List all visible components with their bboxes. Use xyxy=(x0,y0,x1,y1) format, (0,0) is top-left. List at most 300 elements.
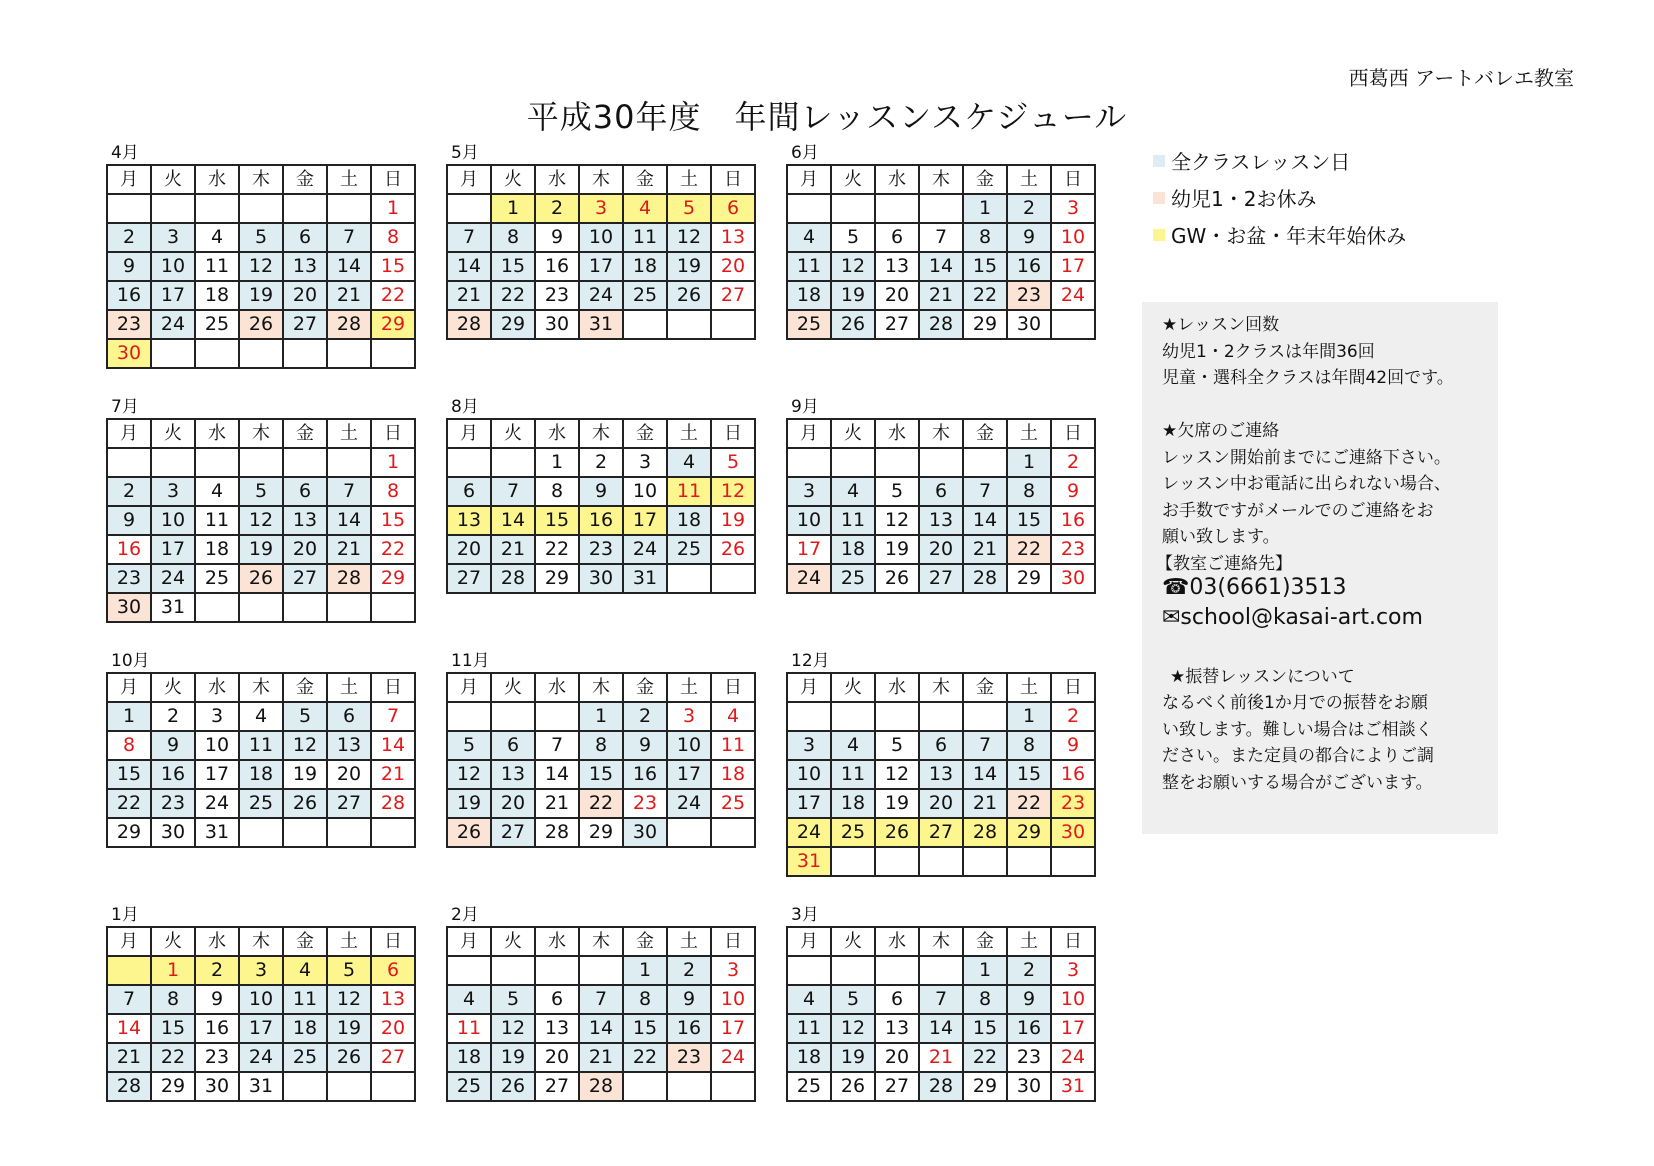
weekday-header-row xyxy=(447,419,755,448)
legend-swatch xyxy=(1153,229,1165,241)
day-cell: 26 xyxy=(327,1043,371,1072)
day-cell: 10 xyxy=(787,760,831,789)
week-row xyxy=(447,731,755,760)
week-row xyxy=(787,223,1095,252)
week-row xyxy=(447,535,755,564)
week-row xyxy=(447,702,755,731)
day-cell: 29 xyxy=(107,818,151,847)
month-calendar xyxy=(786,904,1098,1102)
day-cell: 14 xyxy=(447,252,491,281)
day-cell: 6 xyxy=(919,731,963,760)
week-row xyxy=(107,760,415,789)
day-cell: 12 xyxy=(711,477,755,506)
day-cell: 23 xyxy=(107,564,151,593)
day-cell: 15 xyxy=(963,1014,1007,1043)
day-cell: 11 xyxy=(283,985,327,1014)
day-cell: 11 xyxy=(447,1014,491,1043)
day-cell: 14 xyxy=(535,760,579,789)
day-cell: 9 xyxy=(1051,731,1095,760)
weekday-header: 土 xyxy=(667,673,711,702)
month-label: 6月 xyxy=(791,143,819,163)
month-table xyxy=(446,672,756,848)
day-cell: 30 xyxy=(1007,310,1051,339)
month-table xyxy=(106,418,416,623)
empty-day-cell xyxy=(831,448,875,477)
day-cell: 17 xyxy=(151,281,195,310)
weekday-header: 木 xyxy=(239,927,283,956)
day-cell: 25 xyxy=(447,1072,491,1101)
legend-item xyxy=(1153,179,1406,216)
week-row xyxy=(787,535,1095,564)
empty-day-cell xyxy=(107,448,151,477)
month-calendar xyxy=(786,142,1098,340)
empty-day-cell xyxy=(283,339,327,368)
day-cell: 31 xyxy=(195,818,239,847)
day-cell: 15 xyxy=(491,252,535,281)
day-cell: 7 xyxy=(919,985,963,1014)
empty-day-cell xyxy=(327,593,371,622)
day-cell: 17 xyxy=(1051,252,1095,281)
weekday-header: 金 xyxy=(283,165,327,194)
day-cell: 18 xyxy=(831,535,875,564)
day-cell: 2 xyxy=(1007,194,1051,223)
weekday-header: 火 xyxy=(831,165,875,194)
day-cell: 11 xyxy=(787,252,831,281)
weekday-header: 火 xyxy=(151,673,195,702)
day-cell: 10 xyxy=(787,506,831,535)
day-cell: 26 xyxy=(239,310,283,339)
day-cell: 4 xyxy=(787,223,831,252)
weekday-header: 金 xyxy=(963,927,1007,956)
weekday-header: 木 xyxy=(919,927,963,956)
day-cell: 26 xyxy=(667,281,711,310)
day-cell: 6 xyxy=(711,194,755,223)
weekday-header: 土 xyxy=(327,419,371,448)
weekday-header: 木 xyxy=(239,419,283,448)
day-cell: 17 xyxy=(711,1014,755,1043)
empty-day-cell xyxy=(151,194,195,223)
month-label: 12月 xyxy=(791,651,830,671)
day-cell: 1 xyxy=(1007,702,1051,731)
day-cell: 7 xyxy=(327,477,371,506)
day-cell: 31 xyxy=(579,310,623,339)
day-cell: 3 xyxy=(1051,956,1095,985)
info-line: レッスン開始前までにご連絡下さい。 xyxy=(1162,447,1451,468)
empty-day-cell xyxy=(195,339,239,368)
empty-day-cell xyxy=(283,448,327,477)
day-cell: 1 xyxy=(491,194,535,223)
day-cell: 12 xyxy=(239,506,283,535)
empty-day-cell xyxy=(711,310,755,339)
day-cell: 1 xyxy=(371,448,415,477)
day-cell: 9 xyxy=(1007,985,1051,1014)
day-cell: 2 xyxy=(107,223,151,252)
weekday-header: 日 xyxy=(1051,927,1095,956)
weekday-header: 月 xyxy=(447,673,491,702)
week-row xyxy=(787,956,1095,985)
week-row xyxy=(107,702,415,731)
day-cell: 4 xyxy=(831,477,875,506)
empty-day-cell xyxy=(327,448,371,477)
weekday-header: 土 xyxy=(327,927,371,956)
day-cell: 15 xyxy=(623,1014,667,1043)
empty-day-cell xyxy=(787,956,831,985)
day-cell: 8 xyxy=(1007,477,1051,506)
day-cell: 12 xyxy=(491,1014,535,1043)
day-cell: 10 xyxy=(667,731,711,760)
month-table xyxy=(786,926,1096,1102)
day-cell: 1 xyxy=(107,702,151,731)
day-cell: 28 xyxy=(491,564,535,593)
day-cell: 28 xyxy=(327,564,371,593)
day-cell: 20 xyxy=(919,789,963,818)
day-cell: 8 xyxy=(963,223,1007,252)
info-line: ☎03(6661)3513 xyxy=(1162,575,1347,600)
day-cell: 5 xyxy=(491,985,535,1014)
day-cell: 20 xyxy=(711,252,755,281)
weekday-header-row xyxy=(787,673,1095,702)
day-cell: 12 xyxy=(239,252,283,281)
day-cell: 24 xyxy=(1051,281,1095,310)
day-cell: 2 xyxy=(535,194,579,223)
day-cell: 5 xyxy=(283,702,327,731)
day-cell: 3 xyxy=(239,956,283,985)
day-cell: 16 xyxy=(1051,506,1095,535)
day-cell: 6 xyxy=(447,477,491,506)
day-cell: 17 xyxy=(1051,1014,1095,1043)
info-line: 児童・選科全クラスは年間42回です。 xyxy=(1162,368,1454,388)
day-cell: 2 xyxy=(195,956,239,985)
day-cell: 25 xyxy=(711,789,755,818)
day-cell: 19 xyxy=(831,1043,875,1072)
week-row xyxy=(787,477,1095,506)
week-row xyxy=(787,1043,1095,1072)
month-table xyxy=(786,164,1096,340)
legend xyxy=(1153,142,1406,253)
day-cell: 21 xyxy=(919,281,963,310)
weekday-header: 水 xyxy=(535,927,579,956)
day-cell: 23 xyxy=(151,789,195,818)
day-cell: 8 xyxy=(371,223,415,252)
day-cell: 16 xyxy=(151,760,195,789)
weekday-header: 月 xyxy=(447,165,491,194)
empty-day-cell xyxy=(875,847,919,876)
day-cell: 19 xyxy=(327,1014,371,1043)
week-row xyxy=(447,506,755,535)
day-cell: 20 xyxy=(447,535,491,564)
empty-day-cell xyxy=(787,702,831,731)
day-cell: 10 xyxy=(623,477,667,506)
day-cell: 26 xyxy=(875,818,919,847)
day-cell: 31 xyxy=(623,564,667,593)
info-line: お手数ですがメールでのご連絡をお xyxy=(1162,500,1434,521)
day-cell: 24 xyxy=(151,564,195,593)
day-cell: 7 xyxy=(535,731,579,760)
day-cell: 15 xyxy=(371,252,415,281)
day-cell: 17 xyxy=(623,506,667,535)
weekday-header: 日 xyxy=(371,673,415,702)
day-cell: 26 xyxy=(831,310,875,339)
week-row xyxy=(787,1014,1095,1043)
weekday-header: 金 xyxy=(623,419,667,448)
weekday-header: 火 xyxy=(831,927,875,956)
day-cell: 6 xyxy=(283,477,327,506)
empty-day-cell xyxy=(1051,310,1095,339)
day-cell: 8 xyxy=(1007,731,1051,760)
day-cell: 18 xyxy=(787,281,831,310)
day-cell: 7 xyxy=(963,731,1007,760)
day-cell: 11 xyxy=(195,252,239,281)
day-cell: 3 xyxy=(711,956,755,985)
week-row xyxy=(787,847,1095,876)
weekday-header: 火 xyxy=(491,165,535,194)
month-table xyxy=(786,672,1096,877)
empty-day-cell xyxy=(239,593,283,622)
day-cell: 10 xyxy=(151,506,195,535)
day-cell: 14 xyxy=(107,1014,151,1043)
day-cell: 10 xyxy=(239,985,283,1014)
day-cell: 19 xyxy=(667,252,711,281)
weekday-header: 土 xyxy=(1007,419,1051,448)
empty-day-cell xyxy=(623,1072,667,1101)
empty-day-cell xyxy=(535,956,579,985)
weekday-header: 金 xyxy=(283,419,327,448)
day-cell: 5 xyxy=(667,194,711,223)
day-cell: 19 xyxy=(447,789,491,818)
day-cell: 31 xyxy=(151,593,195,622)
week-row xyxy=(107,535,415,564)
day-cell: 29 xyxy=(151,1072,195,1101)
empty-day-cell xyxy=(875,702,919,731)
day-cell: 1 xyxy=(963,194,1007,223)
day-cell: 21 xyxy=(963,789,1007,818)
weekday-header: 月 xyxy=(107,673,151,702)
empty-day-cell xyxy=(447,702,491,731)
day-cell: 23 xyxy=(579,535,623,564)
day-cell: 31 xyxy=(239,1072,283,1101)
day-cell: 24 xyxy=(623,535,667,564)
day-cell: 9 xyxy=(107,506,151,535)
day-cell: 21 xyxy=(447,281,491,310)
day-cell: 7 xyxy=(371,702,415,731)
day-cell: 8 xyxy=(623,985,667,1014)
day-cell: 18 xyxy=(195,535,239,564)
day-cell: 16 xyxy=(579,506,623,535)
day-cell: 7 xyxy=(963,477,1007,506)
weekday-header-row xyxy=(107,927,415,956)
empty-day-cell xyxy=(667,310,711,339)
weekday-header: 水 xyxy=(535,419,579,448)
day-cell: 20 xyxy=(919,535,963,564)
month-calendar xyxy=(446,142,758,340)
day-cell: 26 xyxy=(447,818,491,847)
day-cell: 2 xyxy=(1051,448,1095,477)
day-cell: 19 xyxy=(875,535,919,564)
day-cell: 15 xyxy=(963,252,1007,281)
day-cell: 8 xyxy=(535,477,579,506)
day-cell: 24 xyxy=(1051,1043,1095,1072)
day-cell: 14 xyxy=(919,252,963,281)
day-cell: 24 xyxy=(667,789,711,818)
weekday-header: 日 xyxy=(371,165,415,194)
day-cell: 28 xyxy=(919,310,963,339)
day-cell: 29 xyxy=(963,1072,1007,1101)
day-cell: 19 xyxy=(239,535,283,564)
day-cell: 14 xyxy=(327,252,371,281)
day-cell: 25 xyxy=(787,310,831,339)
day-cell: 4 xyxy=(283,956,327,985)
week-row xyxy=(107,506,415,535)
weekday-header: 日 xyxy=(711,673,755,702)
week-row xyxy=(447,252,755,281)
week-row xyxy=(447,223,755,252)
day-cell: 24 xyxy=(579,281,623,310)
day-cell: 1 xyxy=(1007,448,1051,477)
legend-item xyxy=(1153,142,1406,179)
day-cell: 9 xyxy=(1007,223,1051,252)
day-cell: 18 xyxy=(831,789,875,818)
day-cell: 28 xyxy=(535,818,579,847)
day-cell: 21 xyxy=(327,281,371,310)
weekday-header: 木 xyxy=(579,673,623,702)
legend-swatch xyxy=(1153,155,1165,167)
day-cell: 21 xyxy=(327,535,371,564)
week-row xyxy=(107,194,415,223)
week-row xyxy=(107,477,415,506)
week-row xyxy=(107,1072,415,1101)
day-cell: 1 xyxy=(623,956,667,985)
day-cell: 25 xyxy=(831,564,875,593)
week-row xyxy=(107,731,415,760)
empty-day-cell xyxy=(787,194,831,223)
empty-day-cell xyxy=(963,847,1007,876)
week-row xyxy=(447,985,755,1014)
day-cell: 11 xyxy=(195,506,239,535)
day-cell: 11 xyxy=(623,223,667,252)
week-row xyxy=(107,339,415,368)
day-cell: 22 xyxy=(151,1043,195,1072)
weekday-header: 水 xyxy=(195,927,239,956)
weekday-header: 金 xyxy=(963,165,1007,194)
empty-day-cell xyxy=(963,702,1007,731)
month-table xyxy=(446,418,756,594)
weekday-header: 木 xyxy=(919,673,963,702)
day-cell: 6 xyxy=(327,702,371,731)
weekday-header: 木 xyxy=(579,419,623,448)
weekday-header-row xyxy=(447,165,755,194)
day-cell: 16 xyxy=(107,281,151,310)
week-row xyxy=(787,985,1095,1014)
day-cell: 4 xyxy=(239,702,283,731)
weekday-header: 火 xyxy=(491,419,535,448)
legend-swatch xyxy=(1153,192,1165,204)
day-cell: 27 xyxy=(919,564,963,593)
month-calendar xyxy=(446,396,758,594)
day-cell: 9 xyxy=(667,985,711,1014)
day-cell: 13 xyxy=(919,506,963,535)
month-calendar xyxy=(106,396,418,623)
empty-day-cell xyxy=(447,448,491,477)
day-cell: 9 xyxy=(107,252,151,281)
empty-day-cell xyxy=(447,194,491,223)
day-cell: 11 xyxy=(831,506,875,535)
day-cell: 31 xyxy=(1051,1072,1095,1101)
weekday-header-row xyxy=(787,165,1095,194)
day-cell: 12 xyxy=(667,223,711,252)
day-cell: 25 xyxy=(787,1072,831,1101)
day-cell: 21 xyxy=(371,760,415,789)
day-cell: 5 xyxy=(327,956,371,985)
week-row xyxy=(107,252,415,281)
day-cell: 30 xyxy=(1007,1072,1051,1101)
day-cell: 29 xyxy=(371,310,415,339)
day-cell: 1 xyxy=(579,702,623,731)
week-row xyxy=(787,760,1095,789)
weekday-header: 月 xyxy=(787,419,831,448)
day-cell: 13 xyxy=(875,252,919,281)
empty-day-cell xyxy=(151,339,195,368)
day-cell: 28 xyxy=(107,1072,151,1101)
weekday-header: 金 xyxy=(623,927,667,956)
day-cell: 30 xyxy=(1051,818,1095,847)
empty-day-cell xyxy=(831,847,875,876)
empty-day-cell xyxy=(283,593,327,622)
day-cell: 21 xyxy=(491,535,535,564)
month-table xyxy=(106,164,416,369)
day-cell: 5 xyxy=(447,731,491,760)
weekday-header: 金 xyxy=(283,673,327,702)
day-cell: 5 xyxy=(711,448,755,477)
day-cell: 3 xyxy=(151,477,195,506)
day-cell: 5 xyxy=(831,223,875,252)
weekday-header: 金 xyxy=(963,673,1007,702)
week-row xyxy=(787,731,1095,760)
month-table xyxy=(786,418,1096,594)
day-cell: 1 xyxy=(151,956,195,985)
empty-day-cell xyxy=(327,194,371,223)
month-label: 2月 xyxy=(451,905,479,925)
day-cell: 13 xyxy=(919,760,963,789)
day-cell: 21 xyxy=(107,1043,151,1072)
empty-day-cell xyxy=(239,448,283,477)
day-cell: 18 xyxy=(711,760,755,789)
day-cell: 12 xyxy=(831,1014,875,1043)
month-calendar xyxy=(786,396,1098,594)
week-row xyxy=(447,448,755,477)
day-cell: 20 xyxy=(283,281,327,310)
day-cell: 7 xyxy=(579,985,623,1014)
week-row xyxy=(787,506,1095,535)
empty-day-cell xyxy=(875,448,919,477)
month-label: 8月 xyxy=(451,397,479,417)
week-row xyxy=(787,310,1095,339)
empty-day-cell xyxy=(1007,847,1051,876)
day-cell: 16 xyxy=(1007,1014,1051,1043)
day-cell: 24 xyxy=(239,1043,283,1072)
day-cell: 2 xyxy=(151,702,195,731)
day-cell: 23 xyxy=(107,310,151,339)
day-cell: 27 xyxy=(283,310,327,339)
day-cell: 14 xyxy=(919,1014,963,1043)
empty-day-cell xyxy=(327,339,371,368)
weekday-header-row xyxy=(787,419,1095,448)
day-cell: 26 xyxy=(711,535,755,564)
weekday-header-row xyxy=(107,419,415,448)
week-row xyxy=(447,1043,755,1072)
day-cell: 29 xyxy=(535,564,579,593)
day-cell: 20 xyxy=(283,535,327,564)
day-cell: 3 xyxy=(1051,194,1095,223)
